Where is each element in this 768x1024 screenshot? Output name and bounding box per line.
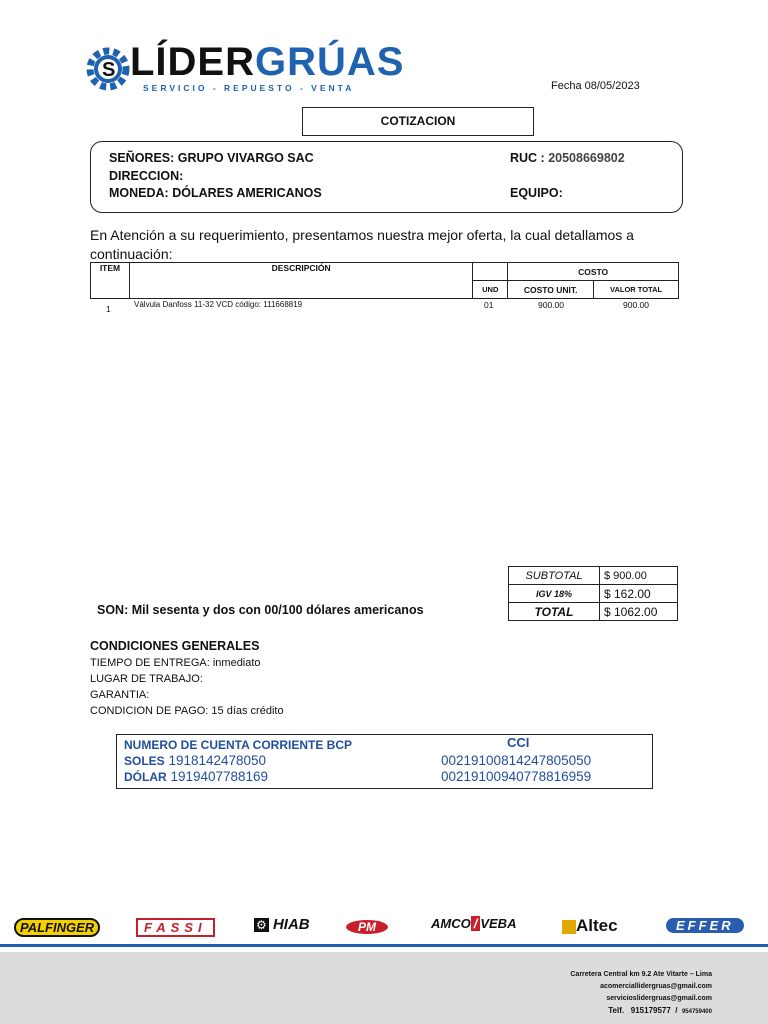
logo-gruas-text: GRÚAS	[255, 40, 405, 84]
ruc-field	[510, 151, 625, 165]
conditions-title: CONDICIONES GENERALES	[90, 639, 260, 653]
row-item: 1	[106, 304, 111, 314]
condition-delivery: TIEMPO DE ENTREGA: inmediato	[90, 657, 261, 669]
igv-label: IGV 18%	[509, 585, 600, 603]
logo-tagline: SERVICIO - REPUESTO - VENTA	[143, 83, 355, 93]
soles-label: SOLES	[124, 754, 165, 768]
condition-payment: CONDICION DE PAGO: 15 días crédito	[90, 705, 284, 717]
footer-tel-sep: /	[675, 1006, 678, 1015]
altec-icon	[562, 920, 576, 934]
dolar-account	[124, 769, 268, 784]
footer-email-1: acomerciallidergruas@gmail.com	[600, 983, 712, 990]
logo-wordmark	[130, 40, 404, 84]
row-descripcion: Válvula Danfoss 11-32 VCD código: 111668819	[134, 300, 303, 309]
brand-fassi: FASSI	[136, 918, 215, 937]
brand-amco-veba	[431, 916, 516, 931]
brand-pm: PM	[346, 920, 388, 934]
footer-tel-2: 954759400	[681, 1009, 712, 1015]
soles-account	[124, 753, 266, 768]
total-value: $ 1062.00	[600, 603, 678, 621]
brand-veba-text: VEBA	[480, 916, 517, 931]
footer-tel-1: 915179577	[630, 1006, 671, 1015]
items-table	[90, 262, 679, 299]
logo-lider-text: LÍDER	[130, 40, 255, 84]
condition-warranty: GARANTIA:	[90, 689, 150, 701]
row-valor-total: 900.00	[623, 300, 649, 310]
gear-icon	[90, 51, 126, 87]
client-equipment: EQUIPO:	[510, 186, 563, 200]
client-name: SEÑORES: GRUPO VIVARGO SAC	[109, 151, 314, 165]
document-title: COTIZACION	[302, 107, 534, 136]
dolar-label: DÓLAR	[124, 770, 167, 784]
dolar-account-number: 1919407788169	[170, 769, 269, 784]
footer-email-2: servicioslidergruas@gmail.com	[606, 995, 712, 1002]
subtotal-label: SUBTOTAL	[509, 567, 600, 585]
brand-hiab	[254, 916, 310, 933]
ruc-value: 20508669802	[548, 151, 625, 165]
footer-divider	[0, 944, 768, 947]
ruc-label: RUC :	[510, 151, 545, 165]
header-item: ITEM	[91, 263, 130, 299]
total-label: TOTAL	[509, 603, 600, 621]
footer-address: Carretera Central km 9.2 Ate Vitarte – Lima	[570, 971, 712, 978]
amount-in-words: SON: Mil sesenta y dos con 00/100 dólares americanos	[97, 603, 424, 617]
intro-text: En Atención a su requerimiento, presentamos nuestra mejor oferta, la cual detallamos a continuación:	[90, 227, 634, 262]
subtotal-value: $ 900.00	[600, 567, 678, 585]
client-currency: MONEDA: DÓLARES AMERICANOS	[109, 186, 322, 200]
brand-altec	[562, 916, 618, 936]
client-address: DIRECCION:	[109, 169, 184, 183]
header-costo: COSTO	[508, 263, 679, 281]
amco-slash-icon: /	[471, 916, 481, 931]
footer-tel-label: Telf.	[608, 1006, 625, 1015]
soles-cci: 00219100814247805050	[441, 753, 592, 768]
brand-altec-text: Altec	[576, 916, 618, 935]
svg-text:S: S	[102, 59, 116, 81]
header-costo-unit: COSTO UNIT.	[508, 281, 594, 299]
totals-table	[508, 566, 678, 621]
row-costo-unit: 900.00	[538, 300, 564, 310]
date-label: Fecha 08/05/2023	[551, 80, 640, 92]
brand-hiab-text: HIAB	[272, 916, 310, 933]
header-descripcion: DESCRIPCIÓN	[129, 263, 472, 299]
brand-amco-text: AMCO	[431, 916, 471, 931]
condition-location: LUGAR DE TRABAJO:	[90, 673, 203, 685]
bank-title: NUMERO DE CUENTA CORRIENTE BCP	[124, 738, 353, 752]
header-und: UND	[473, 281, 508, 299]
hiab-icon: ⚙	[256, 918, 267, 932]
row-und: 01	[484, 300, 494, 310]
brand-palfinger: PALFINGER	[14, 918, 100, 937]
brand-effer: EFFER	[666, 918, 744, 933]
header-valor-total: VALOR TOTAL	[594, 281, 679, 299]
soles-account-number: 1918142478050	[168, 753, 267, 768]
cci-label: CCI	[507, 735, 530, 750]
footer-phones	[608, 1006, 712, 1015]
igv-value: $ 162.00	[600, 585, 678, 603]
dolar-cci: 00219100940778816959	[441, 769, 592, 784]
